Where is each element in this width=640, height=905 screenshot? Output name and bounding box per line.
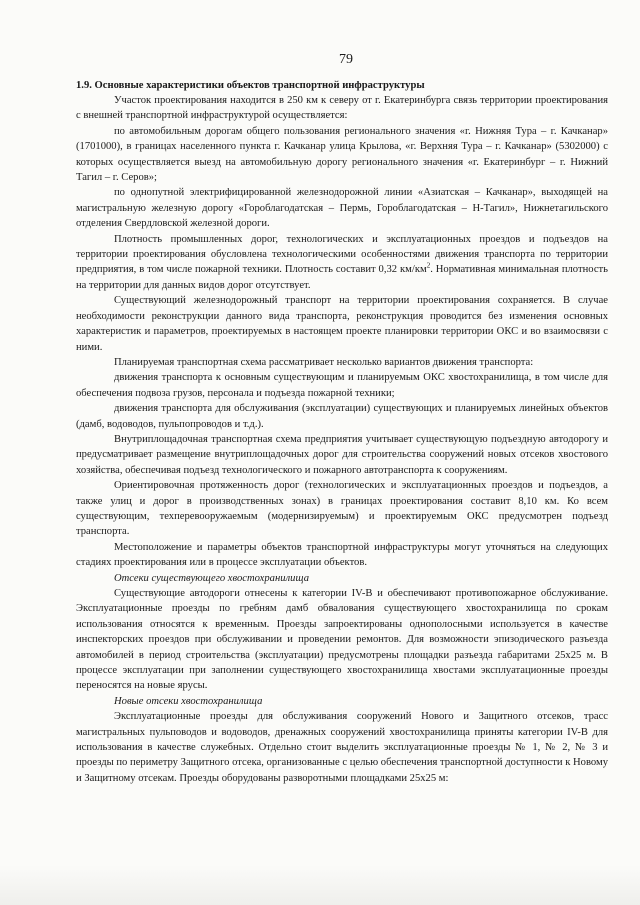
paragraph-internal-scheme: Внутриплощадочная транспортная схема предприятия учитывает существующую подъездную автодорогу и предусматривает размещение внутриплощадочных дорог для строительства сооружений новых отсеков хвостового хозяйства, обеспечивая подъезд технологического и пожарного автотранспорта к сооружениям.: [76, 433, 608, 476]
page-number: 79: [339, 52, 353, 67]
paragraph-roads: по автомобильным дорогам общего пользования регионального значения «г. Нижняя Тура – г. Качканар» (1701000), в границах населенного пункта г. Качканар улица Крылова, «г. Верхняя Тура – г. Качканар» (5302000) с которых осуществляется выезд на автомобильную дорогу регионального значения «г. Екатеринбург – г. Нижний Тагил – г. Серов»;: [76, 125, 608, 184]
paragraph-option-1: движения транспорта к основным существующим и планируемым ОКС хвостохранилища, в том числе для обеспечения подвоза грузов, персонала и подъезда пожарной техники;: [76, 372, 608, 399]
paragraph-railway: по однопутной электрифицированной железнодорожной линии «Азиатская – Качканар», выходящей на магистральную железную дорогу «Гороблагодатская – Пермь, Гороблагодатская – Н-Тагил», Нижнетагильского отделения Свердловской железной дороги.: [76, 187, 608, 230]
paragraph-density: [76, 232, 608, 294]
density-text: Плотность промышленных дорог, технологических и эксплуатационных проездов и подъездов на территории проектирования обусловлена технологическими особенностями движения транспорта по территории предприятия, в том числе пожарной техники. Плотность составит 0,32 км/км: [76, 233, 608, 276]
paragraph-refinement: Местоположение и параметры объектов транспортной инфраструктуры могут уточняться на следующих стадиях проектирования или в процессе эксплуатации объектов.: [76, 541, 608, 569]
paragraph-option-2: движения транспорта для обслуживания (эксплуатации) существующих и планируемых линейных объектов (дамб, водоводов, пульпопроводов и т.д.).: [76, 403, 608, 430]
paragraph-road-length: Ориентировочная протяженность дорог (технологических и эксплуатационных проездов и подъездов, а также улиц и дорог в производственных зонах) в границах проектирования составит 8,10 км. Ко всем существующим, техперевооружаемым (модернизируемым) и проектируемым ОКС предусмотрен подъезд транспорта.: [76, 480, 608, 538]
section-heading: 1.9. Основные характеристики объектов транспортной инфраструктуры: [76, 80, 425, 91]
density-superscript: 2: [426, 261, 431, 270]
paragraph-rail-transport: Существующий железнодорожный транспорт на территории проектирования сохраняется. В случае необходимости реконструкции данного вида транспорта, реконструкция проводится без изменения основных характеристик и параметров, проектируемых в настоящем проекте планировки территории ОКС и во взаимосвязи с ними.: [76, 295, 608, 353]
paragraph-existing-roads: Существующие автодороги отнесены к категории IV-В и обеспечивают противопожарное обслуживание. Эксплуатационные проезды по гребням дамб обвалования существующего хвостохранилища по срокам использования относятся к временным. Проезды запроектированы однополосными используется в качестве инспекторских проездов при обслуживании и проведении ремонтов. Для возможности эпизодического разъезда автомобилей в период строительства (эксплуатации) предусмотрены площадки разъезда габаритами 25х25 м. В процессе эксплуатации при заполнении существующего хвостохранилища хвостами эксплуатационные проезды переносятся на новые ярусы.: [76, 588, 608, 692]
paragraph-new-roads: Эксплуатационные проезды для обслуживания сооружений Нового и Защитного отсеков, трасс магистральных пульповодов и водоводов, дренажных сооружений хвостохранилища приняты категории IV-В для использования в качестве служебных. Отдельно стоит выделить эксплуатационные проезды № 1, № 2, № 3 и проезды по периметру Защитного отсека, организованные с целью обеспечения транспортной доступности к Новому и Защитному отсекам. Проезды оборудованы разворотными площадками 25х25 м:: [76, 711, 608, 784]
subheading-new-sections: Новые отсеки хвостохранилища: [114, 695, 263, 707]
subheading-existing-sections: Отсеки существующего хвостохранилища: [114, 572, 310, 584]
paragraph-intro: Участок проектирования находится в 250 км к северу от г. Екатеринбурга связь территории проектирования с внешней транспортной инфраструктурой осуществляется:: [76, 95, 608, 122]
paragraph-transport-scheme: Планируемая транспортная схема рассматривает несколько вариантов движения транспорта:: [114, 356, 534, 368]
density-tail: . Нормативная минимальная плотность на территории для данных видов дорог отсутствует.: [76, 264, 608, 291]
page-bottom-shade: [0, 865, 640, 905]
